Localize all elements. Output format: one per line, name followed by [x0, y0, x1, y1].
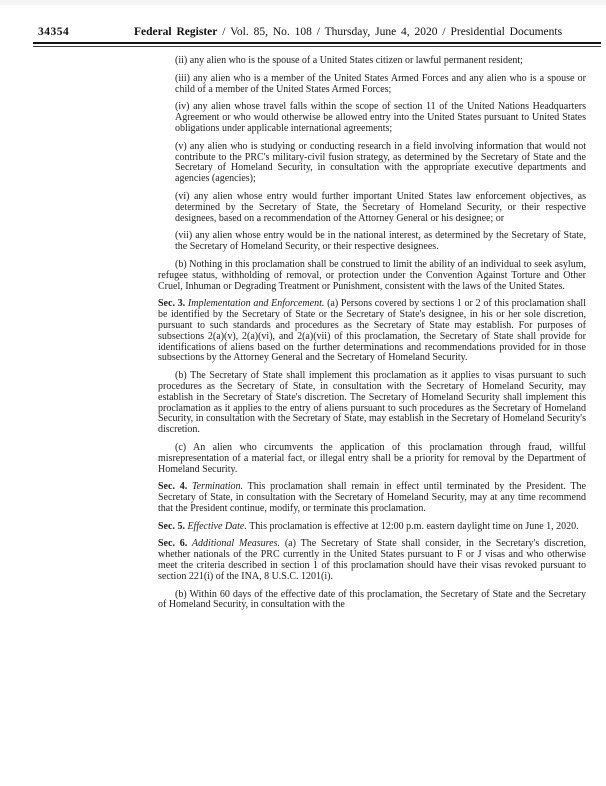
item-v	[175, 142, 586, 185]
sec-5-text: This proclamation is effective at 12:00 p.m. eastern daylight time on June 1, 2020.	[246, 520, 579, 532]
sec-4-text: This proclamation shall remain in effect until terminated by the President. The Secretary of State, in consultation with the Secretary of Homeland Security, may at any time recommend that the President continue, modify, or terminate this proclamation.	[158, 481, 586, 514]
para-b-secretary-implement-text: (b) The Secretary of State shall implement this proclamation as it applies to visas pursuant to such procedures as the Secretary of State, in consultation with the Secretary of Homeland Security, may establish in the Secretary of State's discretion. The Secretary of Homeland Security shall implement this proclamation as it applies to the entry of aliens pursuant to such procedures as the Secretary of Homeland Security, in consultation with the Secretary of State, may establish in the Secretary of Homeland Security's discretion.	[158, 370, 586, 436]
item-vi-text: (vi) any alien whose entry would further important United States law enforcement objectives, as determined by the Secretary of State, the Secretary of Homeland Security, or their respective designees, based on a recommendation of the Attorney General or his designee; or	[175, 190, 586, 224]
item-v-text: (v) any alien who is studying or conducting research in a field involving information that would not contribute to the PRC's military-civil fusion strategy, as determined by the Secretary of State and the Secretary of Homeland Security, in consultation with the appropriate executive departments and agencies (agencies);	[175, 140, 586, 185]
item-ii-text: (ii) any alien who is the spouse of a United States citizen or lawful permanent resident;	[175, 55, 523, 66]
item-ii	[175, 56, 586, 67]
document-body	[158, 56, 586, 618]
item-vii-text: (vii) any alien whose entry would be in the national interest, as determined by the Secretary of State, the Secretary of Homeland Security, or their respective designees.	[175, 230, 586, 253]
para-c-circumvention-text: (c) An alien who circumvents the application of this proclamation through fraud, willful misrepresentation of a material fact, or illegal entry shall be a priority for removal by the Department of Homeland Security.	[158, 441, 586, 475]
sec-6-text: (a) The Secretary of State shall consider, in the Secretary's discretion, whether nationals of the PRC currently in the United States pursuant to F or J visas and who otherwise meet the criteria described in section 1 of this proclamation should have their visas revoked pursuant to section 221(i) of the INA, 8 U.S.C. 1201(i).	[158, 538, 586, 582]
issue-info: / Vol. 85, No. 108 / Thursday, June 4, 2020 / Presidential Documents	[217, 26, 563, 38]
header-double-rule	[33, 42, 601, 47]
sec-6-label: Sec. 6.	[158, 538, 188, 550]
sec-5-effective-date	[158, 522, 586, 533]
running-head-text	[110, 26, 586, 38]
para-b-secretary-implement	[158, 371, 586, 436]
para-c-circumvention	[158, 443, 586, 475]
sec-5-title: Effective Date.	[184, 520, 247, 532]
para-b-limitations-text: (b) Nothing in this proclamation shall be construed to limit the ability of an individual to seek asylum, refugee status, withholding of removal, or protection under the Convention Against Torture and Other Cruel, Inhuman or Degrading Treatment or Punishment, consistent with the laws of the United States.	[158, 258, 586, 292]
sec-4-label: Sec. 4.	[158, 481, 188, 493]
page-number: 34354	[38, 26, 70, 38]
item-vii	[175, 231, 586, 253]
item-iv	[175, 102, 586, 134]
para-b-within-60-days	[158, 590, 586, 612]
sec-4-termination	[158, 482, 586, 514]
para-b-within-60-days-text: (b) Within 60 days of the effective date of this proclamation, the Secretary of State and the Secretary of Homeland Security, in consultation with the	[158, 588, 586, 611]
sec-6-title: Additional Measures.	[187, 538, 281, 550]
sec-3-implementation	[158, 299, 586, 364]
running-header	[0, 26, 606, 38]
sec-3-label: Sec. 3.	[158, 298, 186, 310]
para-b-limitations	[158, 260, 586, 292]
sec-5-label: Sec. 5.	[158, 520, 185, 532]
item-iii-text: (iii) any alien who is a member of the United States Armed Forces and any alien who is a spouse or child of a member of the United States Armed Forces;	[175, 72, 586, 95]
page-edge-shadow	[0, 0, 606, 5]
sec-3-title: Implementation and Enforcement.	[185, 298, 325, 310]
journal-name: Federal Register	[133, 26, 218, 38]
sec-4-title: Termination.	[187, 481, 244, 493]
item-vi	[175, 192, 586, 224]
item-iii	[175, 74, 586, 96]
item-iv-text: (iv) any alien whose travel falls within the scope of section 11 of the United Nations Headquarters Agreement or who would otherwise be allowed entry into the United States pursuant to United States obligations under applicable international agreements;	[175, 101, 586, 134]
sec-3-text: (a) Persons covered by sections 1 or 2 of this proclamation shall be identified by the Secretary of State or the Secretary of State's designee, in his or her sole discretion, pursuant to such standards and procedures as the Secretary of State may establish. For purposes of subsections 2(a)(v), 2(a)(vi), and 2(a)(vii) of this proclamation, the Secretary of State shall provide for identifications of aliens based on the further determinations and recommendations provided for in those subsections by the Attorney General and the Secretary of Homeland Security.	[158, 298, 586, 364]
sec-6-additional-measures	[158, 539, 586, 582]
